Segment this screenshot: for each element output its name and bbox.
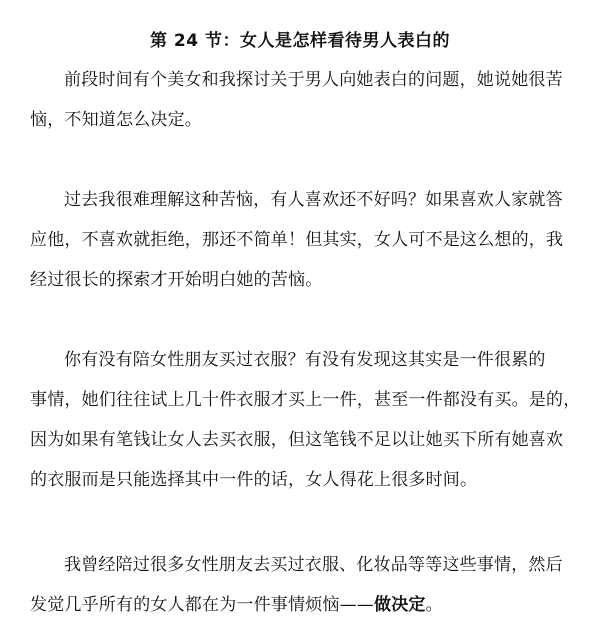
paragraph-line: 经过很长的探索才开始明白她的苦恼。 bbox=[30, 270, 323, 290]
section-title: 第 24 节：女人是怎样看待男人表白的 bbox=[150, 31, 450, 51]
paragraph-text: 发觉几乎所有的女人都在为一件事情烦恼—— bbox=[30, 595, 374, 615]
paragraph-line: 过去我很难理解这种苦恼，有人喜欢还不好吗？如果喜欢人家就答 bbox=[64, 190, 563, 210]
end-punctuation: 。 bbox=[425, 595, 443, 615]
paragraph-line-last bbox=[30, 585, 586, 625]
paragraph-line: 事情，她们往往试上几十件衣服才买上一件，甚至一件都没有买。是的， bbox=[30, 390, 581, 410]
paragraph-line: 应他，不喜欢就拒绝，那还不简单！但其实，女人可不是这么想的，我 bbox=[30, 230, 564, 250]
paragraph-line: 我曾经陪过很多女性朋友去买过衣服、化妆品等等这些事情，然后 bbox=[64, 555, 563, 575]
paragraph-1 bbox=[30, 60, 586, 140]
paragraph-line: 因为如果有笔钱让女人去买衣服，但这笔钱不足以让她买下所有她喜欢 bbox=[30, 430, 564, 450]
paragraph-3 bbox=[30, 340, 586, 500]
paragraph-2 bbox=[30, 180, 586, 300]
paragraph-line: 恼，不知道怎么决定。 bbox=[30, 110, 202, 130]
paragraph-line: 你有没有陪女性朋友买过衣服？有没有发现这其实是一件很累的 bbox=[64, 350, 546, 370]
paragraph-4 bbox=[30, 545, 586, 625]
emphasis-text: 做决定 bbox=[374, 595, 426, 615]
paragraph-line: 前段时间有个美女和我探讨关于男人向她表白的问题，她说她很苦 bbox=[64, 70, 563, 90]
paragraph-line: 的衣服而是只能选择其中一件的话，女人得花上很多时间。 bbox=[30, 470, 478, 490]
